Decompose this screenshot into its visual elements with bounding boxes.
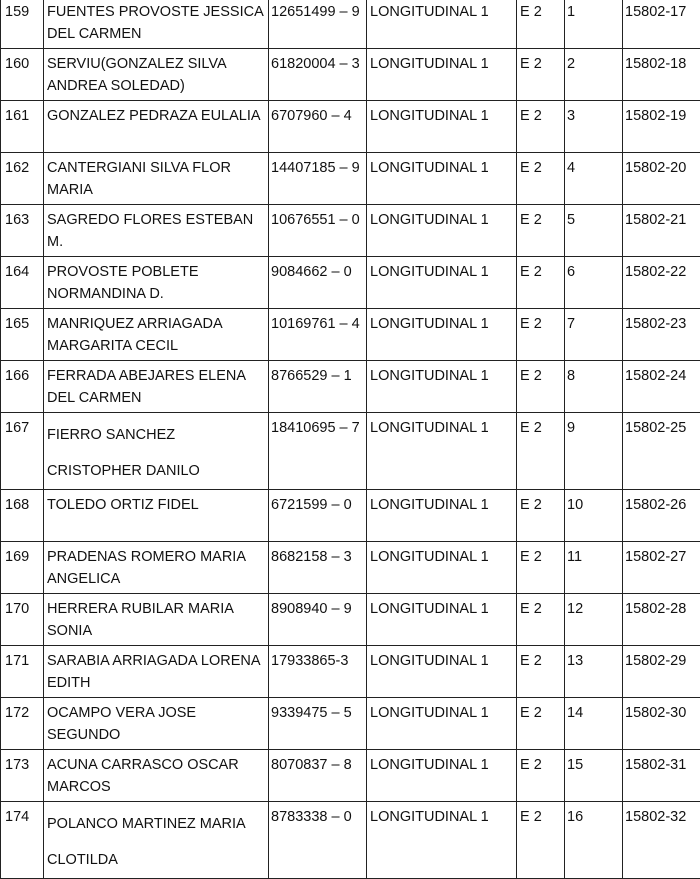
table-row xyxy=(1,0,700,49)
owner-name: PROVOSTE POBLETE NORMANDINA D. xyxy=(44,257,269,309)
table-row xyxy=(1,153,700,205)
section-code: E 2 xyxy=(517,309,565,361)
owner-rut: 6721599 – 0 xyxy=(269,490,367,542)
table-row xyxy=(1,594,700,646)
row-number: 166 xyxy=(1,361,44,413)
owner-rut: 9084662 – 0 xyxy=(269,257,367,309)
road-name: LONGITUDINAL 1 xyxy=(367,101,517,153)
owner-rut: 8783338 – 0 xyxy=(269,802,367,879)
row-number: 173 xyxy=(1,750,44,802)
table-row xyxy=(1,490,700,542)
road-name: LONGITUDINAL 1 xyxy=(367,750,517,802)
owner-name: ACUNA CARRASCO OSCAR MARCOS xyxy=(44,750,269,802)
table-row xyxy=(1,257,700,309)
owner-name: HERRERA RUBILAR MARIA SONIA xyxy=(44,594,269,646)
lot-number: 11 xyxy=(565,542,623,594)
section-code: E 2 xyxy=(517,361,565,413)
owner-rut: 61820004 – 3 xyxy=(269,49,367,101)
owner-rut: 17933865-3 xyxy=(269,646,367,698)
road-name: LONGITUDINAL 1 xyxy=(367,646,517,698)
owner-name: SARABIA ARRIAGADA LORENA EDITH xyxy=(44,646,269,698)
lot-number: 7 xyxy=(565,309,623,361)
row-number: 165 xyxy=(1,309,44,361)
section-code: E 2 xyxy=(517,153,565,205)
section-code: E 2 xyxy=(517,490,565,542)
table-row xyxy=(1,750,700,802)
table-row xyxy=(1,101,700,153)
road-name: LONGITUDINAL 1 xyxy=(367,257,517,309)
lot-number: 3 xyxy=(565,101,623,153)
lot-number: 16 xyxy=(565,802,623,879)
owner-name: FERRADA ABEJARES ELENA DEL CARMEN xyxy=(44,361,269,413)
owner-rut: 12651499 – 9 xyxy=(269,0,367,49)
lot-number: 9 xyxy=(565,413,623,490)
section-code: E 2 xyxy=(517,646,565,698)
road-name: LONGITUDINAL 1 xyxy=(367,698,517,750)
lot-number: 15 xyxy=(565,750,623,802)
plan-code: 15802-23 xyxy=(623,309,700,361)
lot-number: 13 xyxy=(565,646,623,698)
owner-name: TOLEDO ORTIZ FIDEL xyxy=(44,490,269,542)
lot-number: 14 xyxy=(565,698,623,750)
owner-rut: 10676551 – 0 xyxy=(269,205,367,257)
plan-code: 15802-18 xyxy=(623,49,700,101)
plan-code: 15802-31 xyxy=(623,750,700,802)
row-number: 159 xyxy=(1,0,44,49)
table-row xyxy=(1,361,700,413)
plan-code: 15802-25 xyxy=(623,413,700,490)
lot-number: 4 xyxy=(565,153,623,205)
road-name: LONGITUDINAL 1 xyxy=(367,802,517,879)
owner-name: OCAMPO VERA JOSE SEGUNDO xyxy=(44,698,269,750)
owner-name: CANTERGIANI SILVA FLOR MARIA xyxy=(44,153,269,205)
plan-code: 15802-26 xyxy=(623,490,700,542)
table-row xyxy=(1,646,700,698)
plan-code: 15802-17 xyxy=(623,0,700,49)
road-name: LONGITUDINAL 1 xyxy=(367,205,517,257)
row-number: 167 xyxy=(1,413,44,490)
section-code: E 2 xyxy=(517,101,565,153)
section-code: E 2 xyxy=(517,0,565,49)
row-number: 164 xyxy=(1,257,44,309)
owner-rut: 10169761 – 4 xyxy=(269,309,367,361)
plan-code: 15802-19 xyxy=(623,101,700,153)
row-number: 172 xyxy=(1,698,44,750)
owner-rut: 6707960 – 4 xyxy=(269,101,367,153)
row-number: 163 xyxy=(1,205,44,257)
plan-code: 15802-24 xyxy=(623,361,700,413)
plan-code: 15802-20 xyxy=(623,153,700,205)
owner-name: MANRIQUEZ ARRIAGADA MARGARITA CECIL xyxy=(44,309,269,361)
row-number: 168 xyxy=(1,490,44,542)
section-code: E 2 xyxy=(517,49,565,101)
road-name: LONGITUDINAL 1 xyxy=(367,490,517,542)
row-number: 169 xyxy=(1,542,44,594)
row-number: 162 xyxy=(1,153,44,205)
plan-code: 15802-21 xyxy=(623,205,700,257)
lot-number: 2 xyxy=(565,49,623,101)
section-code: E 2 xyxy=(517,205,565,257)
row-number: 160 xyxy=(1,49,44,101)
owner-name: FIERRO SANCHEZ CRISTOPHER DANILO xyxy=(44,413,269,490)
plan-code: 15802-22 xyxy=(623,257,700,309)
owner-rut: 8908940 – 9 xyxy=(269,594,367,646)
road-name: LONGITUDINAL 1 xyxy=(367,49,517,101)
lot-number: 1 xyxy=(565,0,623,49)
owner-rut: 8766529 – 1 xyxy=(269,361,367,413)
owner-rut: 8070837 – 8 xyxy=(269,750,367,802)
table-row xyxy=(1,309,700,361)
owner-name: POLANCO MARTINEZ MARIA CLOTILDA xyxy=(44,802,269,879)
row-number: 170 xyxy=(1,594,44,646)
row-number: 161 xyxy=(1,101,44,153)
section-code: E 2 xyxy=(517,594,565,646)
table-row xyxy=(1,205,700,257)
road-name: LONGITUDINAL 1 xyxy=(367,309,517,361)
owner-name: FUENTES PROVOSTE JESSICA DEL CARMEN xyxy=(44,0,269,49)
owner-name: PRADENAS ROMERO MARIA ANGELICA xyxy=(44,542,269,594)
section-code: E 2 xyxy=(517,257,565,309)
table-row xyxy=(1,542,700,594)
plan-code: 15802-29 xyxy=(623,646,700,698)
plan-code: 15802-27 xyxy=(623,542,700,594)
plan-code: 15802-32 xyxy=(623,802,700,879)
row-number: 174 xyxy=(1,802,44,879)
section-code: E 2 xyxy=(517,413,565,490)
lot-number: 10 xyxy=(565,490,623,542)
row-number: 171 xyxy=(1,646,44,698)
owner-name: SERVIU(GONZALEZ SILVA ANDREA SOLEDAD) xyxy=(44,49,269,101)
table-row xyxy=(1,49,700,101)
table-row xyxy=(1,698,700,750)
section-code: E 2 xyxy=(517,542,565,594)
owner-name: GONZALEZ PEDRAZA EULALIA xyxy=(44,101,269,153)
owner-name: SAGREDO FLORES ESTEBAN M. xyxy=(44,205,269,257)
owner-rut: 8682158 – 3 xyxy=(269,542,367,594)
plan-code: 15802-30 xyxy=(623,698,700,750)
lot-number: 5 xyxy=(565,205,623,257)
section-code: E 2 xyxy=(517,750,565,802)
lot-number: 8 xyxy=(565,361,623,413)
road-name: LONGITUDINAL 1 xyxy=(367,153,517,205)
section-code: E 2 xyxy=(517,802,565,879)
table-row xyxy=(1,802,700,879)
plan-code: 15802-28 xyxy=(623,594,700,646)
road-name: LONGITUDINAL 1 xyxy=(367,361,517,413)
lot-number: 12 xyxy=(565,594,623,646)
section-code: E 2 xyxy=(517,698,565,750)
owner-rut: 14407185 – 9 xyxy=(269,153,367,205)
owner-rut: 18410695 – 7 xyxy=(269,413,367,490)
road-name: LONGITUDINAL 1 xyxy=(367,0,517,49)
owner-rut: 9339475 – 5 xyxy=(269,698,367,750)
road-name: LONGITUDINAL 1 xyxy=(367,594,517,646)
road-name: LONGITUDINAL 1 xyxy=(367,542,517,594)
table-row xyxy=(1,413,700,490)
lot-number: 6 xyxy=(565,257,623,309)
road-name: LONGITUDINAL 1 xyxy=(367,413,517,490)
